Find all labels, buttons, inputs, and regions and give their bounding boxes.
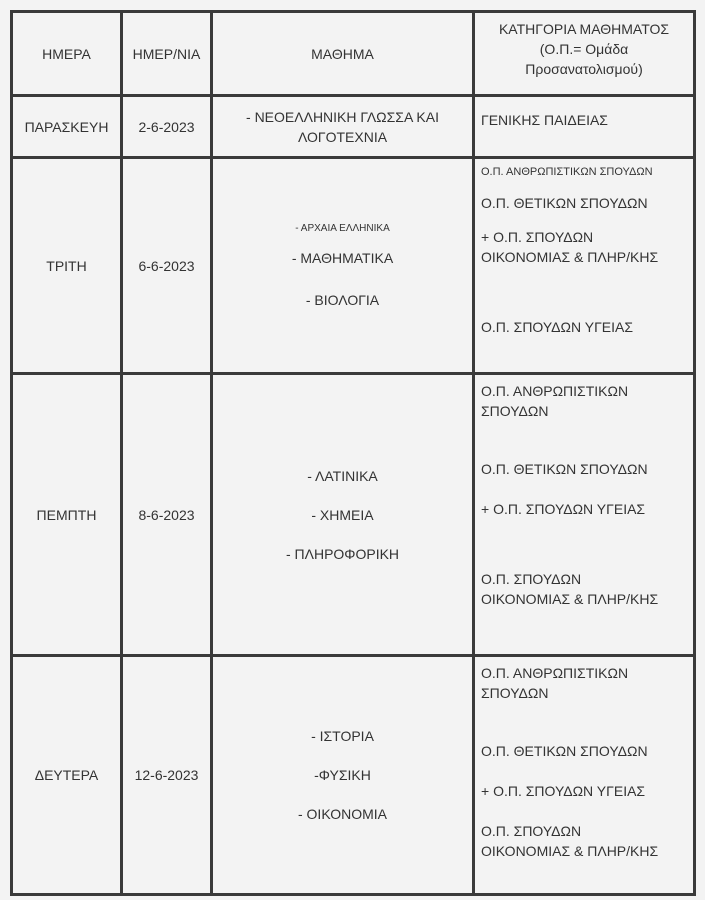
subject-item: -ΦΥΣΙΚΗ	[314, 767, 371, 783]
day-cell: ΠΑΡΑΣΚΕΥΗ	[12, 96, 122, 158]
subject-item: - ΜΑΘΗΜΑΤΙΚΑ	[291, 249, 394, 266]
category-item: ΣΠΟΥΔΩΝ	[481, 685, 549, 701]
header-date: ΗΜΕΡ/ΝΙΑ	[122, 12, 212, 96]
category-cell	[474, 96, 695, 158]
subject-item: - ΑΡΧΑΙΑ ΕΛΛΗΝΙΚΑ	[295, 222, 390, 234]
category-item: + Ο.Π. ΣΠΟΥΔΩΝ ΥΓΕΙΑΣ	[481, 501, 646, 517]
date-cell: 2-6-2023	[122, 96, 212, 158]
subject-item: - ΧΗΜΕΙΑ	[311, 506, 374, 523]
day-cell: ΔΕΥΤΕΡΑ	[12, 656, 122, 895]
category-cell	[474, 158, 695, 374]
category-item: + Ο.Π. ΣΠΟΥΔΩΝ	[481, 229, 594, 245]
category-cell	[474, 656, 695, 895]
header-row	[12, 12, 695, 96]
table-row	[12, 96, 695, 158]
category-item: ΟΙΚΟΝΟΜΙΑΣ & ΠΛΗΡ/ΚΗΣ	[481, 843, 659, 859]
category-cell	[474, 374, 695, 656]
subject-item: - ΙΣΤΟΡΙΑ	[311, 728, 374, 744]
exam-schedule-table	[10, 10, 696, 896]
subject-cell	[212, 158, 474, 374]
category-item: Ο.Π. ΣΠΟΥΔΩΝ	[481, 823, 582, 839]
subject-item: ΛΟΓΟΤΕΧΝΙΑ	[297, 128, 388, 145]
category-item: Ο.Π. ΘΕΤΙΚΩΝ ΣΠΟΥΔΩΝ	[481, 195, 648, 211]
category-item: Ο.Π. ΘΕΤΙΚΩΝ ΣΠΟΥΔΩΝ	[481, 743, 648, 759]
subject-cell	[212, 656, 474, 895]
subject-cell	[212, 374, 474, 656]
category-item: + Ο.Π. ΣΠΟΥΔΩΝ ΥΓΕΙΑΣ	[481, 783, 646, 799]
subject-item: - ΝΕΟΕΛΛΗΝΙΚΗ ΓΛΩΣΣΑ ΚΑΙ	[246, 108, 439, 125]
subject-item: - ΟΙΚΟΝΟΜΙΑ	[297, 806, 388, 822]
header-day: ΗΜΕΡΑ	[12, 12, 122, 96]
category-item: ΟΙΚΟΝΟΜΙΑΣ & ΠΛΗΡ/ΚΗΣ	[481, 249, 659, 265]
day-cell: ΤΡΙΤΗ	[12, 158, 122, 374]
table-row	[12, 374, 695, 656]
table-row	[12, 158, 695, 374]
subject-cell	[212, 96, 474, 158]
category-item: Ο.Π. ΑΝΘΡΩΠΙΣΤΙΚΩΝ	[481, 383, 629, 399]
header-category-line: Προσανατολισμού)	[525, 61, 643, 77]
category-item: Ο.Π. ΑΝΘΡΩΠΙΣΤΙΚΩΝ	[481, 665, 629, 681]
date-cell: 12-6-2023	[122, 656, 212, 895]
subject-item: - ΛΑΤΙΝΙΚΑ	[307, 467, 378, 484]
category-item: Ο.Π. ΣΠΟΥΔΩΝ	[481, 571, 582, 587]
category-item: ΣΠΟΥΔΩΝ	[481, 403, 549, 419]
category-item: Ο.Π. ΘΕΤΙΚΩΝ ΣΠΟΥΔΩΝ	[481, 461, 648, 477]
date-cell: 6-6-2023	[122, 158, 212, 374]
header-category-line: ΚΑΤΗΓΟΡΙΑ ΜΑΘΗΜΑΤΟΣ	[498, 21, 670, 37]
category-item: ΟΙΚΟΝΟΜΙΑΣ & ΠΛΗΡ/ΚΗΣ	[481, 591, 659, 607]
table-row	[12, 656, 695, 895]
subject-item: - ΠΛΗΡΟΦΟΡΙΚΗ	[285, 545, 400, 562]
subject-item: - ΒΙΟΛΟΓΙΑ	[305, 291, 380, 308]
date-cell: 8-6-2023	[122, 374, 212, 656]
category-item: Ο.Π. ΑΝΘΡΩΠΙΣΤΙΚΩΝ ΣΠΟΥΔΩΝ	[481, 166, 653, 178]
header-category-line: (Ο.Π.= Ομάδα	[539, 41, 629, 57]
category-item: ΓΕΝΙΚΗΣ ΠΑΙΔΕΙΑΣ	[481, 111, 608, 128]
day-cell: ΠΕΜΠΤΗ	[12, 374, 122, 656]
header-category	[474, 12, 695, 96]
category-item: Ο.Π. ΣΠΟΥΔΩΝ ΥΓΕΙΑΣ	[481, 319, 634, 335]
header-subject: ΜΑΘΗΜΑ	[212, 12, 474, 96]
